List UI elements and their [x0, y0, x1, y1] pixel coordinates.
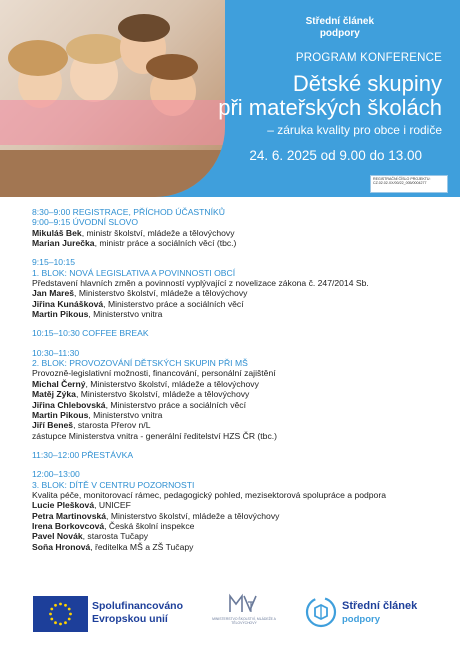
agenda-spacer [32, 339, 452, 348]
program-label: PROGRAM KONFERENCE [295, 52, 442, 64]
agenda-section-title: 1. BLOK: NOVÁ LEGISLATIVA A POVINNOSTI OBCÍ [32, 267, 236, 278]
brand-line1: Střední článek [305, 16, 374, 27]
stredni-clanek-text [342, 600, 417, 626]
speaker-line [32, 521, 452, 531]
speaker-name: Jiří Beneš [32, 420, 74, 431]
brand-heading [306, 16, 374, 40]
speaker-role: , Ministerstvo školství, mládeže a tělovýchovy [74, 288, 248, 299]
speaker-role: , Ministerstvo školství, mládeže a tělovýchovy [85, 378, 259, 389]
footer [0, 590, 460, 653]
speaker-role: , Česká školní inspekce [104, 520, 195, 531]
stredni-clanek-logo-icon [305, 596, 337, 628]
speaker-line [32, 288, 452, 298]
speaker-role: , ministr školství, mládeže a tělovýchovy [81, 227, 235, 238]
agenda-time: 12:00–13:00 [32, 469, 80, 480]
sc-line2: podpory [342, 614, 380, 625]
page-subtitle: – záruka kvality pro obce i rodiče [267, 123, 442, 137]
speaker-role: , ministr práce a sociálních věcí (tbc.) [94, 238, 237, 249]
speaker-line [32, 299, 452, 309]
agenda-section-title: 2. BLOK: PROVOZOVÁNÍ DĚTSKÝCH SKUPIN PŘI MŠ [32, 358, 248, 369]
eu-cofunding-text [92, 600, 183, 626]
speaker-line [32, 511, 452, 521]
header-banner [0, 0, 460, 197]
sc-line1: Střední článek [342, 600, 418, 612]
speaker-line [32, 238, 452, 248]
eu-flag-icon [33, 596, 88, 632]
speaker-line [32, 389, 452, 399]
agenda-section-title: 3. BLOK: DÍTĚ V CENTRU POZORNOSTI [32, 479, 195, 490]
agenda-spacer [32, 460, 452, 469]
speaker-name: Soňa Hronová [32, 541, 91, 552]
speaker-line [32, 379, 452, 389]
speaker-name: Lucie Plešková [32, 500, 95, 511]
speaker-name: Jiřina Chlebovská [32, 399, 106, 410]
agenda-description: Kvalita péče, monitorovací rámec, pedagogický pohled, mezisektorová spolupráce a podpora [32, 489, 386, 500]
speaker-name: Jan Mareš [32, 288, 75, 299]
speaker-name: Mikuláš Bek [32, 227, 82, 238]
agenda-time: 8:30–9:00 REGISTRACE, PŘÍCHOD ÚČASTNÍKŮ [32, 207, 225, 217]
speaker-role: , Ministerstvo vnitra [88, 309, 163, 320]
speaker-role: , Ministerstvo práce a sociálních věcí [103, 298, 244, 309]
speaker-line [32, 410, 452, 420]
agenda-spacer [32, 441, 452, 450]
speaker-name: Marian Jurečka [32, 238, 95, 249]
speaker-name: Martin Pikous [32, 309, 89, 320]
eu-line2: Evropskou unií [92, 613, 168, 625]
children-photo [0, 0, 225, 197]
agenda [32, 207, 452, 552]
agenda-spacer [32, 248, 452, 257]
speaker-role: , starosta Tučapy [82, 531, 149, 542]
speaker-line [32, 400, 452, 410]
speaker-line [32, 420, 452, 430]
brand-line2: podpory [319, 28, 360, 39]
ministry-text: MINISTERSTVO ŠKOLSTVÍ, MLÁDEŽE A TĚLOVÝCHOVY [212, 617, 276, 625]
agenda-time: 11:30–12:00 PŘESTÁVKA [32, 449, 134, 460]
speaker-role: , Ministerstvo práce a sociálních věcí [105, 399, 246, 410]
speaker-role: , UNICEF [94, 500, 131, 511]
agenda-time: 9:15–10:15 [32, 257, 76, 268]
speaker-line [32, 228, 452, 238]
speaker-name: Martin Pikous [32, 409, 89, 420]
speaker-name: Pavel Novák [32, 531, 83, 542]
title-line1: Dětské skupiny [292, 71, 442, 96]
speaker-name: Matěj Zýka [32, 389, 76, 400]
agenda-time: 9:00–9:15 ÚVODNÍ SLOVO [32, 217, 139, 228]
speaker-role: , starosta Přerov n/L [73, 420, 151, 431]
speaker-name: Michal Černý [32, 378, 86, 389]
ministry-logo-icon [228, 592, 258, 614]
agenda-description: Představení hlavních změn a povinností vyplývající z novelizace zákona č. 247/2014 Sb. [32, 278, 369, 289]
agenda-spacer [32, 319, 452, 328]
reg-label: REGISTRAČNÍ ČÍSLO PROJEKTU: [373, 177, 431, 181]
speaker-line [32, 309, 452, 319]
title-line2: při mateřských školách [218, 95, 442, 120]
agenda-time: 10:15–10:30 COFFEE BREAK [32, 328, 149, 339]
reg-number: CZ.02.02.XX/00/22_005/0004277 [373, 181, 427, 186]
speaker-role: , Ministerstvo školství, mládeže a tělovýchovy [75, 389, 250, 400]
event-date: 24. 6. 2025 od 9.00 do 13.00 [249, 148, 422, 163]
agenda-description: Provozně-legislativní možnosti, financování, personální zajištění [32, 368, 276, 379]
speaker-role: , Ministerstvo školství, mládeže a tělovýchovy [106, 510, 280, 521]
speaker-line [32, 531, 452, 541]
page-title [218, 72, 442, 120]
speaker-role: , ředitelka MŠ a ZŠ Tučapy [90, 541, 194, 552]
speaker-role: , Ministerstvo vnitra [88, 409, 163, 420]
agenda-time: 10:30–11:30 [32, 347, 80, 358]
speaker-line [32, 500, 452, 510]
speaker-name: Irena Borkovcová [32, 520, 105, 531]
speaker-name: Jiřina Kunášková [32, 298, 104, 309]
eu-line1: Spolufinancováno [92, 600, 184, 612]
speaker-line [32, 542, 452, 552]
registration-box [370, 175, 448, 193]
speaker-name: Petra Martinovská [32, 510, 107, 521]
agenda-description: zástupce Ministerstva vnitra - generální ředitelství HZS ČR (tbc.) [32, 430, 278, 441]
